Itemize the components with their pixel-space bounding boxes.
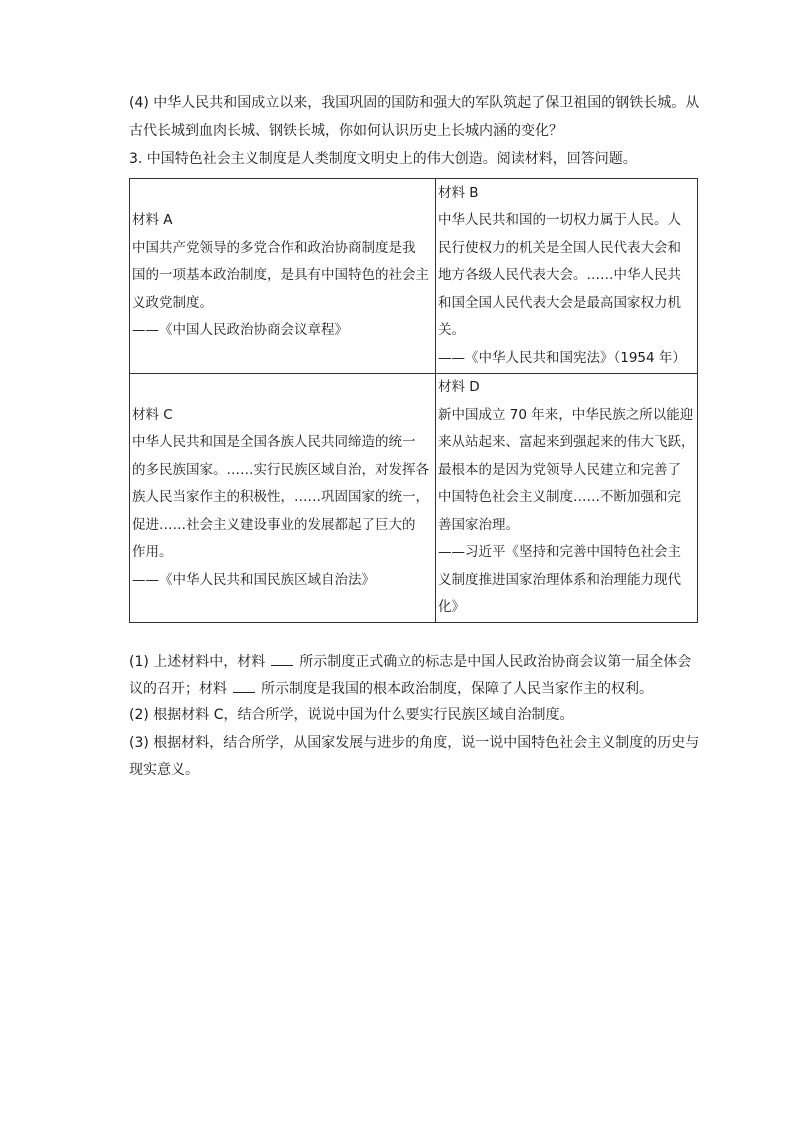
material-a-label: 材料 A: [132, 212, 173, 229]
material-a-line: 义政党制度。: [132, 294, 213, 311]
material-d-line: 来从站起来、富起来到强起来的伟大飞跃，: [438, 434, 695, 451]
materials-table: [129, 178, 698, 623]
material-c-line: 中华人民共和国是全国各族人民共同缔造的统一: [132, 434, 416, 451]
material-b-line: 民行使权力的机关是全国人民代表大会和: [438, 239, 681, 256]
material-a-cell: [130, 179, 436, 374]
material-b-source: ——《中华人民共和国宪法》（1954 年）: [438, 349, 686, 366]
material-d-source-line: 义制度推进国家治理体系和治理能力现代: [438, 571, 681, 588]
material-d-line: 新中国成立 70 年来，中华民族之所以能迎: [438, 406, 694, 423]
material-b-line: 和国全国人民代表大会是最高国家权力机: [438, 294, 681, 311]
subquestion-3-line-2: 现实意义。: [129, 762, 199, 778]
material-d-source-line: 化》: [438, 599, 465, 616]
material-a-source: ——《中国人民政治协商会议章程》: [132, 322, 348, 339]
subquestion-1-text: 议的召开；材料: [129, 681, 227, 697]
material-c-line: 族人民当家作主的积极性，……巩固国家的统一，: [132, 489, 429, 506]
subquestion-1-text: (1) 上述材料中，材料: [129, 654, 266, 670]
answer-blank-1[interactable]: [271, 651, 293, 666]
material-c-line: 促进……社会主义建设事业的发展都起了巨大的: [132, 516, 416, 533]
material-c-line: 的多民族国家。……实行民族区域自治，对发挥各: [132, 461, 429, 478]
material-d-cell: [436, 374, 698, 623]
question-4-text-line-2: 古代长城到血肉长城、钢铁长城，你如何认识历史上长城内涵的变化？: [129, 123, 563, 139]
subquestion-3-line-1: (3) 根据材料，结合所学，从国家发展与进步的角度，说一说中国特色社会主义制度的历史与: [129, 735, 700, 751]
material-d-line: 善国家治理。: [438, 516, 519, 533]
material-c-line: 作用。: [132, 544, 173, 561]
material-d-line: 中国特色社会主义制度……不断加强和完: [438, 489, 681, 506]
materials-row-1: [130, 179, 698, 374]
subquestion-1-line-1: [129, 651, 691, 672]
material-b-line: 地方各级人民代表大会。……中华人民共: [438, 267, 681, 284]
material-d-label: 材料 D: [438, 379, 480, 396]
question-4-text-line-1: (4) 中华人民共和国成立以来，我国巩固的国防和强大的军队筑起了保卫祖国的钢铁长城。从: [129, 95, 700, 111]
material-b-line: 关。: [438, 322, 465, 339]
material-b-cell: [436, 179, 698, 374]
subquestion-2: (2) 根据材料 C，结合所学，说说中国为什么要实行民族区域自治制度。: [129, 707, 574, 723]
material-a-line: 国的一项基本政治制度，是具有中国特色的社会主: [132, 267, 429, 284]
material-b-label: 材料 B: [438, 184, 479, 201]
material-b-line: 中华人民共和国的一切权力属于人民。人: [438, 212, 681, 229]
subquestion-1-text: 所示制度是我国的根本政治制度，保障了人民当家作主的权利。: [261, 681, 653, 697]
question-3-title: 3. 中国特色社会主义制度是人类制度文明史上的伟大创造。阅读材料，回答问题。: [129, 151, 637, 167]
material-a-line: 中国共产党领导的多党合作和政治协商制度是我: [132, 239, 416, 256]
material-c-label: 材料 C: [132, 406, 173, 423]
subquestion-1-text: 所示制度正式确立的标志是中国人民政治协商会议第一届全体会: [299, 654, 692, 670]
subquestion-1-line-2: [129, 678, 653, 699]
answer-blank-2[interactable]: [233, 678, 255, 693]
material-c-cell: [130, 374, 436, 623]
material-d-source-line: ——习近平《坚持和完善中国特色社会主: [438, 544, 681, 561]
material-d-line: 最根本的是因为党领导人民建立和完善了: [438, 461, 681, 478]
material-c-source: ——《中华人民共和国民族区域自治法》: [132, 571, 375, 588]
materials-row-2: [130, 374, 698, 623]
